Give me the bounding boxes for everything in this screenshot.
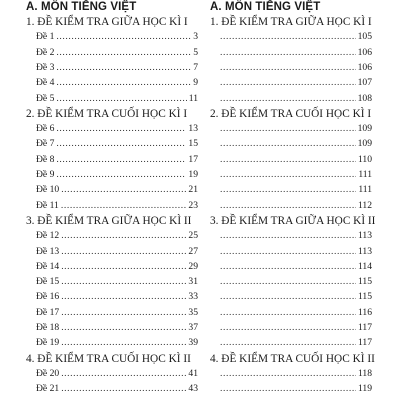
toc-entry-page-number: 109 xyxy=(357,123,372,135)
toc-section-title: 4. ĐỀ KIỂM TRA CUỐI HỌC KÌ II xyxy=(210,352,375,365)
dot-leader xyxy=(56,92,186,106)
toc-entry-page-number: 119 xyxy=(357,383,372,395)
toc-entry[interactable] xyxy=(26,290,198,304)
toc-entry-label: Đề 9 xyxy=(36,169,55,180)
toc-entry[interactable] xyxy=(26,260,198,274)
toc-entry[interactable] xyxy=(210,199,372,213)
toc-entry-label: Đề 21 xyxy=(36,383,60,395)
dot-leader xyxy=(220,382,356,396)
toc-section-title: 3. ĐỀ KIỂM TRA GIỮA HỌC KÌ II xyxy=(26,214,192,227)
toc-entry[interactable] xyxy=(26,306,198,320)
dot-leader xyxy=(61,245,186,259)
toc-entry-page-number: 115 xyxy=(357,276,372,288)
dot-leader xyxy=(220,30,356,44)
dot-leader xyxy=(56,137,186,151)
toc-entry-page-number: 31 xyxy=(188,276,198,288)
toc-entry-page-number: 41 xyxy=(188,367,198,379)
toc-entry-label: Đề 14 xyxy=(36,260,60,272)
toc-entry-page-number: 113 xyxy=(357,245,372,257)
dot-leader xyxy=(220,168,356,182)
toc-entry-label: Đề 11 xyxy=(36,199,59,211)
toc-entry[interactable] xyxy=(210,336,372,350)
toc-entry[interactable] xyxy=(26,168,198,182)
dot-leader xyxy=(220,275,356,289)
toc-entry-page-number: 23 xyxy=(188,199,198,211)
toc-entry[interactable] xyxy=(210,306,372,320)
toc-entry-label: Đề 20 xyxy=(36,367,60,379)
toc-entry-label: Đề 6 xyxy=(36,123,55,135)
toc-entry-label: Đề 15 xyxy=(36,276,60,288)
dot-leader xyxy=(220,260,356,274)
toc-entry-label: Đề 19 xyxy=(36,337,60,349)
toc-entry-page-number: 107 xyxy=(357,77,372,89)
toc-entry-page-number: 33 xyxy=(188,291,198,303)
toc-entry-page-number: 35 xyxy=(188,306,198,318)
toc-entry[interactable] xyxy=(26,61,198,75)
toc-entry-label: Đề 12 xyxy=(36,230,60,242)
toc-entry-page-number: 27 xyxy=(188,245,198,257)
toc-entry[interactable] xyxy=(210,122,372,136)
toc-entry-label: Đề 2 xyxy=(36,46,55,58)
toc-entry[interactable] xyxy=(26,183,198,197)
dot-leader xyxy=(220,367,356,381)
toc-entry[interactable] xyxy=(210,245,372,259)
dot-leader xyxy=(61,290,186,304)
dot-leader xyxy=(220,245,356,259)
toc-entry[interactable] xyxy=(210,168,372,182)
toc-entry[interactable] xyxy=(26,137,198,151)
dot-leader xyxy=(61,183,186,197)
dot-leader xyxy=(56,168,186,182)
toc-entry-page-number: 3 xyxy=(193,31,198,43)
toc-entry[interactable] xyxy=(26,229,198,243)
dot-leader xyxy=(56,61,191,75)
dot-leader xyxy=(220,336,356,350)
toc-entry-page-number: 25 xyxy=(188,230,198,242)
dot-leader xyxy=(61,336,186,350)
toc-entry-page-number: 108 xyxy=(357,92,372,104)
toc-entry-label: Đề 4 xyxy=(36,77,55,89)
toc-entry[interactable] xyxy=(210,290,372,304)
toc-entry[interactable] xyxy=(26,122,198,136)
toc-entry-page-number: 109 xyxy=(357,138,372,150)
toc-entry[interactable] xyxy=(26,30,198,44)
toc-entry[interactable] xyxy=(26,153,198,167)
toc-entry-page-number: 13 xyxy=(188,123,198,135)
toc-entry-page-number: 118 xyxy=(357,367,372,379)
toc-entry-page-number: 117 xyxy=(357,322,372,333)
dot-leader xyxy=(56,30,191,44)
toc-entry[interactable] xyxy=(210,367,372,381)
toc-entry[interactable] xyxy=(26,92,198,106)
toc-entry-label: Đề 10 xyxy=(36,184,60,196)
toc-section-title: 2. ĐỀ KIỂM TRA CUỐI HỌC KÌ I xyxy=(210,107,372,120)
toc-entry[interactable] xyxy=(210,46,372,60)
dot-leader xyxy=(61,199,187,213)
dot-leader xyxy=(61,275,186,289)
toc-entry-page-number: 106 xyxy=(357,61,372,73)
dot-leader xyxy=(56,153,186,167)
toc-entry-page-number: 113 xyxy=(357,230,372,242)
dot-leader xyxy=(220,153,356,167)
toc-entry[interactable] xyxy=(26,76,198,90)
dot-leader xyxy=(61,382,186,396)
toc-entry[interactable] xyxy=(26,321,198,335)
toc-section-title: 2. ĐỀ KIỂM TRA CUỐI HỌC KÌ I xyxy=(26,107,188,120)
toc-entry-page-number: 37 xyxy=(188,322,198,333)
toc-entry-page-number: 105 xyxy=(357,31,372,43)
toc-entry-label: Đề 5 xyxy=(36,92,55,104)
toc-entry-page-number: 114 xyxy=(357,260,372,272)
dot-leader xyxy=(61,321,186,335)
toc-entry-label: Đề 7 xyxy=(36,138,55,150)
toc-entry[interactable] xyxy=(210,61,372,75)
toc-entry-page-number: 15 xyxy=(188,138,198,150)
dot-leader xyxy=(61,367,186,381)
toc-entry[interactable] xyxy=(26,245,198,259)
toc-entry[interactable] xyxy=(26,46,198,60)
dot-leader xyxy=(220,183,356,197)
toc-entry-page-number: 19 xyxy=(188,169,198,180)
toc-entry[interactable] xyxy=(210,382,372,396)
toc-entry[interactable] xyxy=(210,30,372,44)
dot-leader xyxy=(220,76,356,90)
toc-section-title: 1. ĐỀ KIỂM TRA GIỮA HỌC KÌ I xyxy=(210,16,372,28)
toc-entry-page-number: 43 xyxy=(188,383,198,395)
toc-entry-page-number: 21 xyxy=(188,184,198,196)
toc-entry[interactable] xyxy=(210,229,372,243)
toc-entry-page-number: 112 xyxy=(357,199,372,211)
toc-entry[interactable] xyxy=(26,275,198,289)
toc-section-title: 1. ĐỀ KIỂM TRA GIỮA HỌC KÌ I xyxy=(26,16,188,28)
toc-heading: A. MÔN TIẾNG VIỆT xyxy=(210,1,321,13)
toc-entry-page-number: 29 xyxy=(188,260,198,272)
toc-entry-page-number: 110 xyxy=(357,153,372,165)
toc-entry[interactable] xyxy=(210,183,372,197)
dot-leader xyxy=(56,46,191,60)
dot-leader xyxy=(220,137,356,151)
toc-entry-page-number: 11 xyxy=(188,92,198,104)
toc-entry[interactable] xyxy=(210,92,372,106)
toc-entry[interactable] xyxy=(210,137,372,151)
toc-section-title: 3. ĐỀ KIỂM TRA GIỮA HỌC KÌ II xyxy=(210,214,376,227)
toc-entry-page-number: 5 xyxy=(193,46,198,58)
toc-entry[interactable] xyxy=(210,153,372,167)
toc-section-title: 4. ĐỀ KIỂM TRA CUỐI HỌC KÌ II xyxy=(26,352,191,365)
dot-leader xyxy=(220,290,356,304)
toc-entry[interactable] xyxy=(210,321,372,335)
toc-entry-page-number: 111 xyxy=(358,169,372,180)
toc-entry-label: Đề 1 xyxy=(36,31,55,43)
dot-leader xyxy=(61,229,186,243)
dot-leader xyxy=(220,321,356,335)
toc-heading: A. MÔN TIẾNG VIỆT xyxy=(26,1,137,13)
toc-entry-page-number: 9 xyxy=(193,77,198,89)
toc-entry-page-number: 116 xyxy=(357,306,372,318)
dot-leader xyxy=(61,306,186,320)
dot-leader xyxy=(220,61,356,75)
toc-entry-page-number: 106 xyxy=(357,46,372,58)
dot-leader xyxy=(220,199,356,213)
toc-entry-label: Đề 18 xyxy=(36,322,60,333)
toc-entry-label: Đề 17 xyxy=(36,306,60,318)
dot-leader xyxy=(220,229,356,243)
toc-entry-page-number: 7 xyxy=(193,61,198,73)
toc-entry[interactable] xyxy=(26,382,198,396)
dot-leader xyxy=(56,122,186,136)
dot-leader xyxy=(220,92,356,106)
toc-entry-page-number: 117 xyxy=(357,337,372,349)
dot-leader xyxy=(220,306,356,320)
toc-entry[interactable] xyxy=(26,367,198,381)
toc-entry[interactable] xyxy=(210,260,372,274)
dot-leader xyxy=(61,260,186,274)
toc-entry-label: Đề 3 xyxy=(36,61,55,73)
toc-entry[interactable] xyxy=(26,199,198,213)
toc-entry-page-number: 39 xyxy=(188,337,198,349)
dot-leader xyxy=(220,122,356,136)
toc-entry-label: Đề 8 xyxy=(36,153,55,165)
toc-entry[interactable] xyxy=(26,336,198,350)
toc-entry[interactable] xyxy=(210,76,372,90)
dot-leader xyxy=(220,46,356,60)
toc-entry-label: Đề 13 xyxy=(36,245,60,257)
toc-entry-page-number: 115 xyxy=(357,291,372,303)
toc-entry-label: Đề 16 xyxy=(36,291,60,303)
dot-leader xyxy=(56,76,191,90)
toc-entry[interactable] xyxy=(210,275,372,289)
toc-entry-page-number: 17 xyxy=(188,153,198,165)
toc-entry-page-number: 111 xyxy=(358,184,372,196)
